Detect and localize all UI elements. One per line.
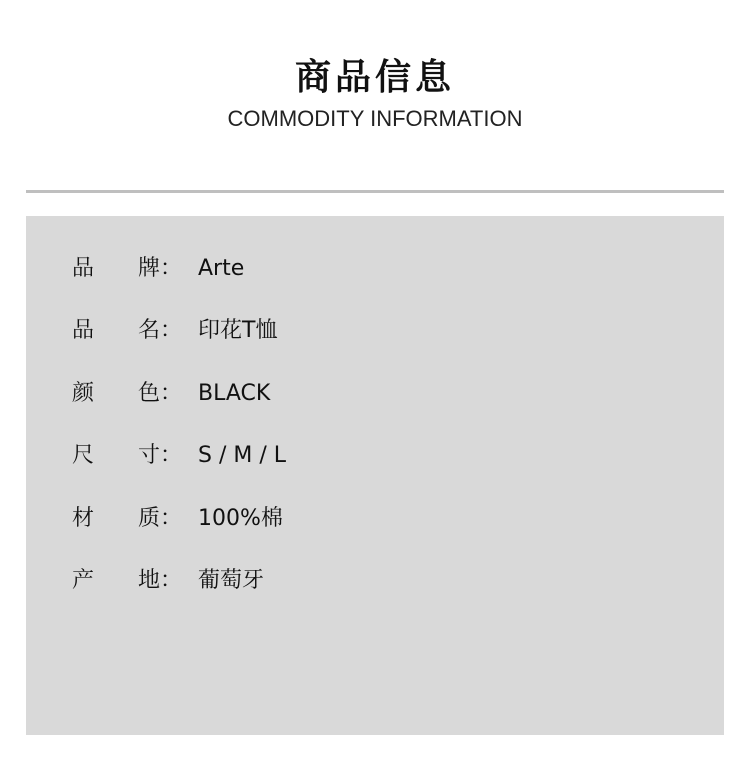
info-value-origin: 葡萄牙 <box>198 568 265 593</box>
page-subtitle: COMMODITY INFORMATION <box>227 106 523 131</box>
info-label: 颜 色： <box>72 381 183 406</box>
info-row-color <box>72 379 270 409</box>
info-value-size: S / M / L <box>198 443 286 468</box>
info-panel <box>26 216 724 735</box>
info-value-color: BLACK <box>198 381 271 406</box>
info-row-size <box>72 441 286 471</box>
info-label: 材 质： <box>72 506 183 531</box>
info-row-material <box>72 504 283 534</box>
info-label: 尺 寸： <box>72 443 183 468</box>
info-label: 产 地： <box>72 568 183 593</box>
page-title: 商品信息 <box>294 57 455 98</box>
info-row-name <box>72 316 277 346</box>
info-value-brand: Arte <box>198 256 245 281</box>
divider <box>26 190 724 193</box>
info-row-brand <box>72 254 244 284</box>
info-value-name: 印花T恤 <box>198 318 278 343</box>
info-row-origin <box>72 566 264 596</box>
info-label: 品 牌： <box>72 256 183 281</box>
info-value-material: 100%棉 <box>198 506 283 531</box>
info-label: 品 名： <box>72 318 183 343</box>
